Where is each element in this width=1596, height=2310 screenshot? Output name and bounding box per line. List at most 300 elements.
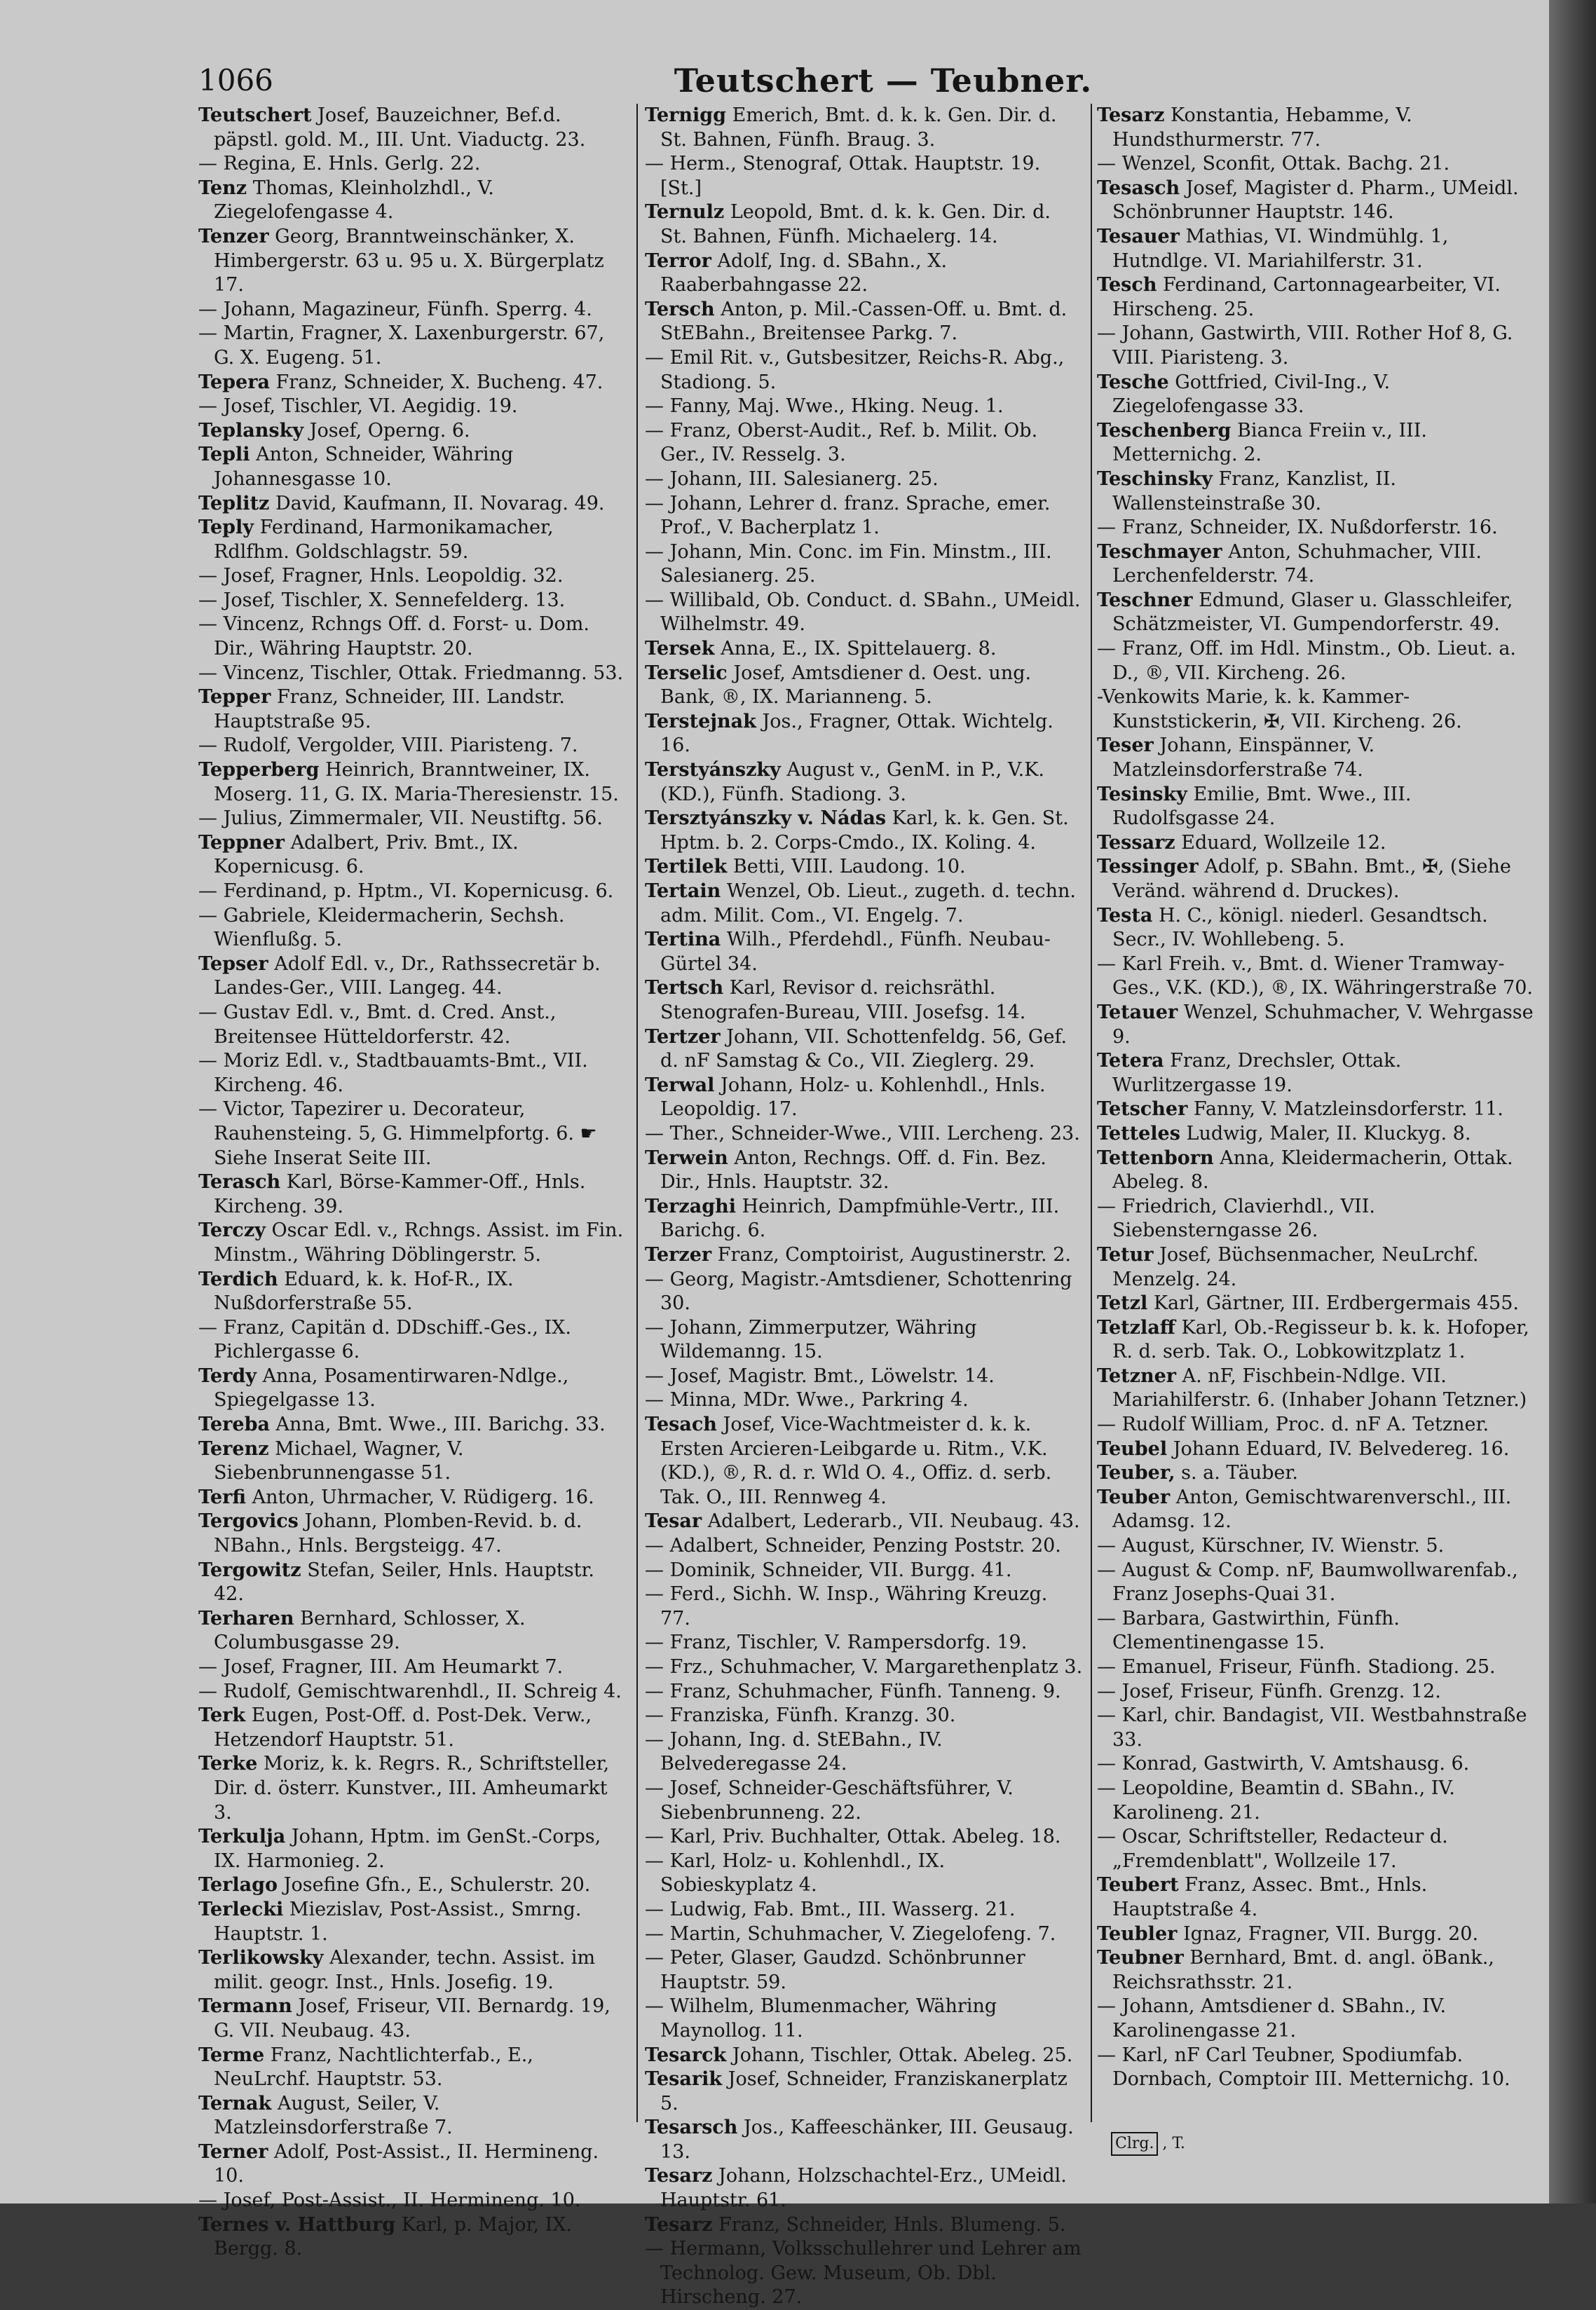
directory-entry xyxy=(645,2164,1083,2213)
entry-details: — Barbara, Gastwirthin, Fünfh. Clementinengasse 15. xyxy=(1097,1607,1400,1654)
running-title: Teutschert — Teubner. xyxy=(674,62,1093,100)
entry-details: — Dominik, Schneider, VII. Burgg. 41. xyxy=(645,1559,1012,1581)
entry-details: — Josef, Fragner, III. Am Heumarkt 7. xyxy=(198,1656,564,1678)
directory-entry xyxy=(1097,1680,1539,1704)
directory-entry xyxy=(645,880,1083,928)
directory-entry xyxy=(645,1195,1083,1243)
entry-details: Eugen, Post-Off. d. Post-Dek. Verw., Hetzendorf Hauptstr. 51. xyxy=(214,1704,592,1751)
entry-surname: Tersztyánszky v. Nádas xyxy=(645,807,887,830)
entry-details: Anna, E., IX. Spittelauerg. 8. xyxy=(721,638,997,660)
directory-entry xyxy=(1097,1461,1539,1486)
entry-surname: Tenz xyxy=(198,177,247,199)
entry-details: — Johann, Zimmerputzer, Währing Wildemanng. 15. xyxy=(645,1316,977,1363)
entry-details: — Josef, Schneider-Geschäftsführer, V. Siebenbrunneng. 22. xyxy=(645,1777,1014,1824)
entry-surname: Teply xyxy=(198,517,254,539)
directory-entry xyxy=(198,1825,629,1873)
entry-details: — Franziska, Fünfh. Kranzg. 30. xyxy=(645,1704,956,1727)
entry-details: — Gabriele, Kleidermacherin, Sechsh. Wienflußg. 5. xyxy=(198,904,565,951)
entry-surname: Tesach xyxy=(645,1414,717,1436)
entry-surname: Teschmayer xyxy=(1097,540,1222,563)
directory-entry xyxy=(198,225,629,298)
entry-details: August v., GenM. in P., V.K. (KD.), Fünfh. Stadiong. 3. xyxy=(660,759,1044,805)
entry-surname: Tepli xyxy=(198,444,250,466)
entry-details: — Franz, Off. im Hdl. Minstm., Ob. Lieut. a. D., ®, VII. Kircheng. 26. xyxy=(1097,638,1517,684)
entry-details: Adolf, Post-Assist., II. Hermineng. 10. xyxy=(214,2140,599,2187)
entry-details: — Josef, Tischler, X. Sennefelderg. 13. xyxy=(198,589,566,611)
entry-surname: Ternes v. Hattburg xyxy=(198,2213,396,2236)
entry-details: — Georg, Magistr.-Amtsdiener, Schottenring 30. xyxy=(645,1268,1072,1315)
directory-entry xyxy=(1097,1098,1539,1122)
entry-surname: Teser xyxy=(1097,734,1154,757)
directory-entry xyxy=(1097,1243,1539,1292)
directory-entry xyxy=(1097,1365,1539,1413)
entry-details: Konstantia, Hebamme, V. Hundsthurmerstr. 77. xyxy=(1112,104,1412,151)
entry-surname: Terzaghi xyxy=(645,1195,736,1217)
directory-entry xyxy=(645,492,1083,540)
entry-surname: Terlago xyxy=(198,1874,278,1896)
entry-surname: Teplansky xyxy=(198,419,304,442)
directory-entry xyxy=(1097,2044,1539,2092)
directory-entry xyxy=(198,904,629,952)
directory-entry xyxy=(645,1122,1083,1147)
entry-details: — Franz, Schuhmacher, Fünfh. Tanneng. 9. xyxy=(645,1680,1061,1702)
directory-entry xyxy=(1097,540,1539,589)
entry-surname: Terdich xyxy=(198,1268,278,1290)
directory-entry xyxy=(1097,419,1539,467)
entry-details: — Johann, Gastwirth, VIII. Rother Hof 8, G. VIII. Piaristeng. 3. xyxy=(1097,322,1513,369)
directory-entry xyxy=(1097,734,1539,782)
entry-surname: Terwal xyxy=(645,1074,715,1096)
entry-details: — Josef, Post-Assist., II. Hermineng. 10. xyxy=(198,2189,581,2212)
directory-entry xyxy=(1097,371,1539,419)
entry-surname: Terme xyxy=(198,2044,265,2066)
entry-surname: Tesarck xyxy=(645,2044,727,2066)
directory-entry xyxy=(645,1025,1083,1074)
entry-details: Johann, VII. Schottenfeldg. 56, Gef. d. nF Samstag & Co., VII. Zieglerg. 29. xyxy=(660,1025,1068,1072)
entry-surname: Terstyánszky xyxy=(645,759,781,781)
directory-entry xyxy=(198,1510,629,1558)
entry-details: Karl, Ob.-Regisseur b. k. k. Hofoper, R. d. serb. Tak. O., Lobkowitzplatz 1. xyxy=(1112,1316,1529,1363)
entry-details: Heinrich, Dampfmühle-Vertr., III. Barichg. 6. xyxy=(660,1195,1060,1242)
entry-details: — Frz., Schuhmacher, V. Margarethenplatz 3. xyxy=(645,1656,1083,1678)
directory-entry xyxy=(645,1680,1083,1704)
entry-details: Johann, Hptm. im GenSt.-Corps, IX. Harmonieg. 2. xyxy=(214,1826,601,1872)
directory-column-2 xyxy=(645,104,1083,2309)
entry-details: Josef, Amtsdiener d. Oest. ung. Bank, ®, IX. Marianneng. 5. xyxy=(660,662,1032,709)
directory-entry xyxy=(1097,1995,1539,2043)
entry-details: — Karl, nF Carl Teubner, Spodiumfab. Dornbach, Comptoir III. Metternichg. 10. xyxy=(1097,2044,1510,2091)
directory-entry xyxy=(1097,1559,1539,1607)
directory-entry xyxy=(645,1147,1083,1195)
directory-entry xyxy=(1097,467,1539,516)
directory-entry xyxy=(645,1704,1083,1728)
entry-details: August, Seiler, V. Matzleinsdorferstraße 7. xyxy=(214,2092,453,2139)
entry-details: Anna, Bmt. Wwe., III. Barichg. 33. xyxy=(275,1414,606,1436)
directory-entry xyxy=(198,1049,629,1098)
directory-entry xyxy=(645,419,1083,467)
directory-entry xyxy=(1097,831,1539,856)
entry-details: Johann, Holz- u. Kohlenhdl., Hnls. Leopoldig. 17. xyxy=(660,1074,1046,1121)
directory-entry xyxy=(198,298,629,322)
entry-details: Johann Eduard, IV. Belvedereg. 16. xyxy=(1173,1437,1510,1460)
directory-entry xyxy=(198,1365,629,1413)
entry-surname: Tesch xyxy=(1097,274,1157,296)
directory-entry xyxy=(645,807,1083,855)
entry-surname: Tetur xyxy=(1097,1243,1154,1266)
directory-entry xyxy=(645,200,1083,249)
entry-details: Ludwig, Maler, II. Kluckyg. 8. xyxy=(1186,1122,1471,1144)
directory-entry xyxy=(1097,1825,1539,1873)
directory-entry xyxy=(1097,1049,1539,1098)
directory-entry xyxy=(198,419,629,444)
directory-entry xyxy=(198,516,629,564)
entry-details: Wenzel, Schuhmacher, V. Wehrgasse 9. xyxy=(1112,1001,1534,1048)
directory-column-1 xyxy=(198,104,629,2260)
entry-surname: Tersek xyxy=(645,638,715,660)
directory-entry xyxy=(198,104,629,152)
directory-column-3 xyxy=(1097,104,1539,2136)
entry-surname: Teuber xyxy=(1097,1486,1171,1508)
directory-entry xyxy=(198,2189,629,2213)
entry-details: — August & Comp. nF, Baumwollwarenfab., Franz Josephs-Quai 31. xyxy=(1097,1559,1518,1606)
entry-details: s. a. Täuber. xyxy=(1181,1462,1298,1484)
directory-entry xyxy=(198,1437,629,1486)
directory-entry xyxy=(645,1534,1083,1559)
entry-details: Josef, Magister d. Pharm., UMeidl. Schönbrunner Hauptstr. 146. xyxy=(1112,177,1519,224)
entry-details: — Karl Freih. v., Bmt. d. Wiener Tramway-Ges., V.K. (KD.), ®, IX. Währingerstraße 70. xyxy=(1097,952,1533,999)
entry-surname: Tepser xyxy=(198,952,268,975)
directory-entry xyxy=(645,2213,1083,2238)
directory-entry xyxy=(198,952,629,1001)
entry-details: Leopold, Bmt. d. k. k. Gen. Dir. d. St. Bahnen, Fünfh. Michaelerg. 14. xyxy=(660,201,1051,247)
entry-surname: Terkulja xyxy=(198,1826,286,1848)
directory-entry xyxy=(1097,855,1539,903)
entry-details: — Rudolf William, Proc. d. nF A. Tetzner. xyxy=(1097,1414,1489,1436)
entry-details: Johann, Plomben-Revid. b. d. NBahn., Hnls. Bergsteigg. 47. xyxy=(214,1510,582,1557)
entry-details: Josef, Operng. 6. xyxy=(309,419,470,442)
entry-details: — Karl, Priv. Buchhalter, Ottak. Abeleg. 18. xyxy=(645,1826,1061,1848)
entry-details: — Moriz Edl. v., Stadtbauamts-Bmt., VII. Kircheng. 46. xyxy=(198,1050,588,1096)
entry-surname: Tetscher xyxy=(1097,1098,1188,1121)
entry-details: — Karl, Holz- u. Kohlenhdl., IX. Sobieskyplatz 4. xyxy=(645,1850,946,1896)
entry-surname: Tesarz xyxy=(645,2165,713,2187)
entry-surname: Tettenborn xyxy=(1097,1147,1214,1169)
entry-details: — Regina, E. Hnls. Gerlg. 22. xyxy=(198,153,481,175)
directory-entry xyxy=(645,1316,1083,1365)
entry-details: Bernhard, Bmt. d. angl. öBank., Reichsrathsstr. 21. xyxy=(1112,1947,1494,1993)
entry-details: Emilie, Bmt. Wwe., III. Rudolfsgasse 24. xyxy=(1112,783,1412,830)
directory-entry xyxy=(645,1268,1083,1316)
directory-entry xyxy=(198,1898,629,1946)
entry-surname: Tepera xyxy=(198,371,270,393)
entry-details: Heinrich, Branntweiner, IX. Moserg. 11, G. IX. Maria-Theresienstr. 15. xyxy=(214,759,619,805)
entry-details: — Martin, Fragner, X. Laxenburgerstr. 67, G. X. Eugeng. 51. xyxy=(198,322,605,369)
entry-details: — Vincenz, Rchngs Off. d. Forst- u. Dom. Dir., Währing Hauptstr. 20. xyxy=(198,613,589,660)
entry-details: — Fanny, Maj. Wwe., Hking. Neug. 1. xyxy=(645,395,1004,418)
directory-entry xyxy=(1097,152,1539,177)
directory-entry xyxy=(198,831,629,880)
entry-details: — Johann, Magazineur, Fünfh. Sperrg. 4. xyxy=(198,298,592,320)
directory-entry xyxy=(1097,1752,1539,1777)
directory-entry xyxy=(645,2116,1083,2164)
entry-details: — Julius, Zimmermaler, VII. Neustiftg. 56. xyxy=(198,807,603,830)
entry-details: — Emanuel, Friseur, Fünfh. Stadiong. 25. xyxy=(1097,1656,1496,1678)
entry-details: — Ferdinand, p. Hptm., VI. Kopernicusg. 6. xyxy=(198,880,614,902)
entry-details: Johann, Holzschachtel-Erz., UMeidl. Hauptstr. 61. xyxy=(660,2165,1067,2212)
entry-details: Ferdinand, Harmonikamacher, Rdlfhm. Goldschlagstr. 59. xyxy=(214,517,554,563)
directory-entry xyxy=(1097,1607,1539,1655)
entry-surname: Terwein xyxy=(645,1147,728,1169)
directory-entry xyxy=(198,734,629,758)
entry-details: — Johann, Amtsdiener d. SBahn., IV. Karolinengasse 21. xyxy=(1097,1995,1447,2042)
entry-details: — Ferd., Sichh. W. Insp., Währing Kreuzg. 77. xyxy=(645,1583,1048,1629)
column-divider xyxy=(636,104,638,2122)
entry-surname: Terharen xyxy=(198,1607,294,1629)
entry-details: A. nF, Fischbein-Ndlge. VII. Mariahilferstr. 6. (Inhaber Johann Tetzner.) xyxy=(1112,1365,1527,1412)
entry-details: Georg, Branntweinschänker, X. Himbergerstr. 63 u. 95 u. X. Bürgerplatz 17. xyxy=(214,225,604,296)
entry-details: Miezislav, Post-Assist., Smrng. Hauptstr. 1. xyxy=(214,1898,582,1945)
entry-details: Mathias, VI. Windmühlg. 1, Hutndlge. VI. Mariahilferstr. 31. xyxy=(1112,225,1449,272)
entry-details: — Rudolf, Vergolder, VIII. Piaristeng. 7. xyxy=(198,734,578,757)
entry-details: Anna, Posamentirwaren-Ndlge., Spiegelgasse 13. xyxy=(214,1365,569,1412)
directory-entry xyxy=(198,1098,629,1170)
entry-surname: Tesasch xyxy=(1097,177,1180,199)
directory-entry xyxy=(198,2140,629,2189)
directory-entry xyxy=(198,1219,629,1267)
entry-surname: Tesauer xyxy=(1097,225,1180,247)
directory-entry xyxy=(1097,952,1539,1001)
directory-entry xyxy=(645,346,1083,395)
entry-details: Michael, Wagner, V. Siebenbrunnengasse 51. xyxy=(214,1437,464,1484)
entry-surname: Tereba xyxy=(198,1414,270,1436)
entry-surname: Terczy xyxy=(198,1219,266,1242)
directory-entry xyxy=(1097,322,1539,370)
entry-details: — Hermann, Volksschullehrer und Lehrer am Technolog. Gew. Museum, Ob. Dbl. Hirscheng. 27. xyxy=(645,2238,1082,2309)
entry-surname: Terstejnak xyxy=(645,710,756,732)
entry-details: — Josef, Friseur, Fünfh. Grenzg. 12. xyxy=(1097,1680,1441,1702)
entry-details: David, Kaufmann, II. Novarag. 49. xyxy=(275,492,605,514)
entry-details: Anton, Rechngs. Off. d. Fin. Bez. Dir., Hnls. Hauptstr. 32. xyxy=(660,1147,1046,1194)
directory-entry xyxy=(645,589,1083,637)
entry-details: — Martin, Schuhmacher, V. Ziegelofeng. 7. xyxy=(645,1922,1056,1945)
entry-details: — Adalbert, Schneider, Penzing Poststr. 20. xyxy=(645,1535,1061,1557)
entry-surname: Teplitz xyxy=(198,492,270,514)
directory-entry xyxy=(1097,1292,1539,1316)
entry-details: Jos., Fragner, Ottak. Wichtelg. 16. xyxy=(660,710,1053,757)
entry-surname: Tetzner xyxy=(1097,1365,1177,1387)
directory-entry xyxy=(645,1510,1083,1534)
entry-details: Karl, Revisor d. reichsräthl. Stenografen-Bureau, VIII. Josefsg. 14. xyxy=(660,977,1026,1023)
entry-details: Franz, Schneider, Hnls. Blumeng. 5. xyxy=(718,2213,1066,2236)
directory-entry xyxy=(198,152,629,177)
directory-entry xyxy=(1097,1946,1539,1995)
entry-details: Jos., Kaffeeschänker, III. Geusaug. 13. xyxy=(660,2117,1074,2163)
entry-details: Josef, Büchsenmacher, NeuLrchf. Menzelg. 24. xyxy=(1112,1243,1479,1290)
directory-entry xyxy=(645,467,1083,492)
entry-surname: Termann xyxy=(198,1995,292,2018)
entry-surname: Teubert xyxy=(1097,1874,1179,1896)
directory-entry xyxy=(198,1413,629,1437)
entry-details: — Ludwig, Fab. Bmt., III. Wasserg. 21. xyxy=(645,1898,1016,1920)
entry-surname: Terlikowsky xyxy=(198,1947,324,1969)
entry-details: — Franz, Oberst-Audit., Ref. b. Milit. Ob. Ger., IV. Resselg. 3. xyxy=(645,419,1038,466)
directory-entry xyxy=(198,1655,629,1680)
directory-entry xyxy=(198,1752,629,1825)
entry-details: — Johann, Lehrer d. franz. Sprache, emer. Prof., V. Bacherplatz 1. xyxy=(645,492,1051,539)
entry-surname: Terror xyxy=(645,250,711,272)
entry-surname: Terzer xyxy=(645,1243,712,1266)
entry-surname: Tesarz xyxy=(645,2213,713,2236)
entry-surname: Tesinsky xyxy=(1097,783,1187,805)
entry-surname: Tertzer xyxy=(645,1025,721,1048)
directory-entry xyxy=(1097,1437,1539,1462)
directory-entry xyxy=(198,589,629,613)
directory-entry xyxy=(645,1777,1083,1825)
directory-entry xyxy=(198,443,629,491)
entry-details: Moriz, k. k. Regrs. R., Schriftsteller, Dir. d. österr. Kunstver., III. Amheumarkt 3. xyxy=(214,1753,610,1824)
entry-surname: Tertain xyxy=(645,880,721,902)
entry-details: Josef, Schneider, Franziskanerplatz 5. xyxy=(660,2068,1068,2114)
directory-entry xyxy=(1097,1704,1539,1752)
directory-entry xyxy=(1097,1777,1539,1825)
entry-details: — Josef, Tischler, VI. Aegidig. 19. xyxy=(198,395,518,418)
entry-details: — Gustav Edl. v., Bmt. d. Cred. Anst., Breitensee Hütteldorferstr. 42. xyxy=(198,1001,557,1048)
directory-entry xyxy=(198,807,629,831)
entry-surname: Terke xyxy=(198,1753,258,1775)
entry-surname: Tesarik xyxy=(645,2068,723,2091)
entry-details: — Leopoldine, Beamtin d. SBahn., IV. Karolineng. 21. xyxy=(1097,1777,1455,1824)
directory-entry xyxy=(198,395,629,419)
entry-surname: Tergowitz xyxy=(198,1559,301,1581)
directory-entry xyxy=(1097,273,1539,322)
entry-details: Franz, Schneider, III. Landstr. Hauptstraße 95. xyxy=(214,686,565,732)
entry-details: — Victor, Tapezirer u. Decorateur, Rauhensteing. 5, G. Himmelpfortg. 6. ☛ Siehe Inserat Seite III. xyxy=(198,1098,597,1169)
entry-details: Bernhard, Schlosser, X. Columbusgasse 29. xyxy=(214,1607,526,1654)
directory-entry xyxy=(1097,104,1539,152)
entry-details: Stefan, Seiler, Hnls. Hauptstr. 42. xyxy=(214,1559,594,1606)
entry-details: Alexander, techn. Assist. im milit. geogr. Inst., Hnls. Josefig. 19. xyxy=(214,1947,596,1993)
directory-entry xyxy=(645,2044,1083,2068)
directory-entry xyxy=(198,1704,629,1752)
directory-entry xyxy=(198,1170,629,1219)
entry-details: Oscar Edl. v., Rchngs. Assist. im Fin. Minstm., Währing Döblingerstr. 5. xyxy=(214,1219,624,1266)
directory-entry xyxy=(645,1559,1083,1583)
entry-surname: Ternak xyxy=(198,2092,272,2114)
entry-details: Anna, Kleidermacherin, Ottak. Abeleg. 8. xyxy=(1112,1147,1513,1194)
directory-entry xyxy=(645,1655,1083,1680)
directory-entry xyxy=(645,250,1083,298)
entry-surname: Teschinsky xyxy=(1097,467,1213,490)
entry-details: — Rudolf, Gemischtwarenhdl., II. Schreig 4. xyxy=(198,1680,622,1702)
entry-details: Fanny, V. Matzleinsdorferstr. 11. xyxy=(1193,1098,1503,1121)
directory-entry xyxy=(645,2068,1083,2116)
entry-details: -Venkowits Marie, k. k. Kammer-Kunststickerin, ✠, VII. Kircheng. 26. xyxy=(1097,686,1462,732)
directory-entry xyxy=(1097,1922,1539,1947)
directory-entry xyxy=(1097,1873,1539,1922)
directory-entry xyxy=(198,613,629,661)
entry-details: Anton, p. Mil.-Cassen-Off. u. Bmt. d. StEBahn., Breitensee Parkg. 7. xyxy=(660,298,1068,345)
directory-entry xyxy=(645,855,1083,880)
entry-details: — Vincenz, Tischler, Ottak. Friedmanng. 53. xyxy=(198,662,624,684)
entry-details: — Josef, Magistr. Bmt., Löwelstr. 14. xyxy=(645,1365,995,1387)
entry-details: — Friedrich, Clavierhdl., VII. Siebensterngasse 26. xyxy=(1097,1195,1375,1242)
entry-surname: Teuber, xyxy=(1097,1462,1175,1484)
directory-entry xyxy=(1097,225,1539,273)
entry-surname: Teubler xyxy=(1097,1922,1178,1945)
entry-surname: Tetteles xyxy=(1097,1122,1180,1144)
entry-surname: Terk xyxy=(198,1704,246,1727)
entry-details: Josef, Bauzeichner, Bef.d. päpstl. gold. M., III. Unt. Viaductg. 23. xyxy=(214,104,586,151)
directory-entry xyxy=(1097,1413,1539,1437)
directory-entry xyxy=(645,1995,1083,2043)
directory-entry xyxy=(198,2044,629,2092)
entry-surname: Testa xyxy=(1097,904,1153,927)
entry-surname: Tergovics xyxy=(198,1510,299,1533)
entry-surname: Teschenberg xyxy=(1097,419,1232,442)
directory-entry xyxy=(1097,516,1539,540)
directory-entry xyxy=(645,540,1083,589)
directory-entry xyxy=(645,1243,1083,1268)
directory-entry xyxy=(645,1631,1083,1655)
entry-details: Karl, p. Major, IX. Bergg. 8. xyxy=(214,2213,573,2260)
entry-details: — Ther., Schneider-Wwe., VIII. Lercheng. 23. xyxy=(645,1122,1080,1144)
entry-details: Gottfried, Civil-Ing., V. Ziegelofengasse 33. xyxy=(1112,371,1391,418)
directory-entry xyxy=(198,1486,629,1510)
directory-entry xyxy=(198,1316,629,1365)
entry-details: Franz, Drechsler, Ottak. Wurlitzergasse 19. xyxy=(1112,1050,1402,1096)
entry-details: — Minna, MDr. Wwe., Parkring 4. xyxy=(645,1389,969,1412)
directory-entry xyxy=(645,662,1083,710)
entry-details: Karl, Gärtner, III. Erdbergermais 455. xyxy=(1153,1292,1519,1315)
entry-surname: Teubner xyxy=(1097,1947,1184,1969)
entry-details: — Johann, III. Salesianerg. 25. xyxy=(645,467,939,490)
directory-entry xyxy=(645,1413,1083,1510)
entry-details: — Peter, Glaser, Gaudzd. Schönbrunner Hauptstr. 59. xyxy=(645,1947,1025,1993)
entry-details: Edmund, Glaser u. Glasschleifer, Schätzmeister, VI. Gumpendorferstr. 49. xyxy=(1112,589,1513,636)
entry-details: — Johann, Ing. d. StEBahn., IV. Belvederegasse 24. xyxy=(645,1728,943,1775)
directory-entry xyxy=(1097,1122,1539,1147)
directory-entry xyxy=(1097,783,1539,831)
entry-surname: Tertilek xyxy=(645,856,728,878)
directory-entry xyxy=(198,880,629,904)
directory-entry xyxy=(198,1995,629,2043)
page-edge-shadow xyxy=(1549,0,1596,2203)
directory-entry xyxy=(645,152,1083,200)
entry-surname: Tepperberg xyxy=(198,759,320,781)
directory-entry xyxy=(198,177,629,225)
entry-surname: Tersch xyxy=(645,298,715,320)
entry-details: — Franz, Schneider, IX. Nußdorferstr. 16. xyxy=(1097,517,1498,539)
entry-surname: Tenzer xyxy=(198,225,269,247)
directory-entry xyxy=(198,1680,629,1704)
directory-entry xyxy=(645,1850,1083,1898)
entry-details: Franz, Kanzlist, II. Wallensteinstraße 30. xyxy=(1112,467,1396,514)
entry-details: Josef, Vice-Wachtmeister d. k. k. Ersten Arcieren-Leibgarde u. Ritm., V.K. (KD.), ®, R. d. r. Wld O. 4., Offiz. d. serb. Tak. O., III. Rennweg 4. xyxy=(660,1414,1052,1508)
directory-entry xyxy=(198,1873,629,1898)
footer-box-label: Clrg. xyxy=(1111,2132,1158,2156)
entry-surname: Terselic xyxy=(645,662,728,684)
directory-entry xyxy=(645,758,1083,807)
entry-surname: Tertsch xyxy=(645,977,724,999)
entry-details: Johann, Tischler, Ottak. Abeleg. 25. xyxy=(732,2044,1073,2066)
directory-entry xyxy=(1097,1316,1539,1365)
entry-surname: Terenz xyxy=(198,1437,269,1460)
entry-surname: Teubel xyxy=(1097,1437,1168,1460)
entry-details: Franz, Assec. Bmt., Hnls. Hauptstraße 4. xyxy=(1112,1874,1428,1920)
entry-details: Wenzel, Ob. Lieut., zugeth. d. techn. adm. Milit. Com., VI. Engelg. 7. xyxy=(660,880,1076,927)
directory-entry xyxy=(198,1001,629,1049)
entry-details: Adolf, Ing. d. SBahn., X. Raaberbahngasse 22. xyxy=(660,250,948,296)
